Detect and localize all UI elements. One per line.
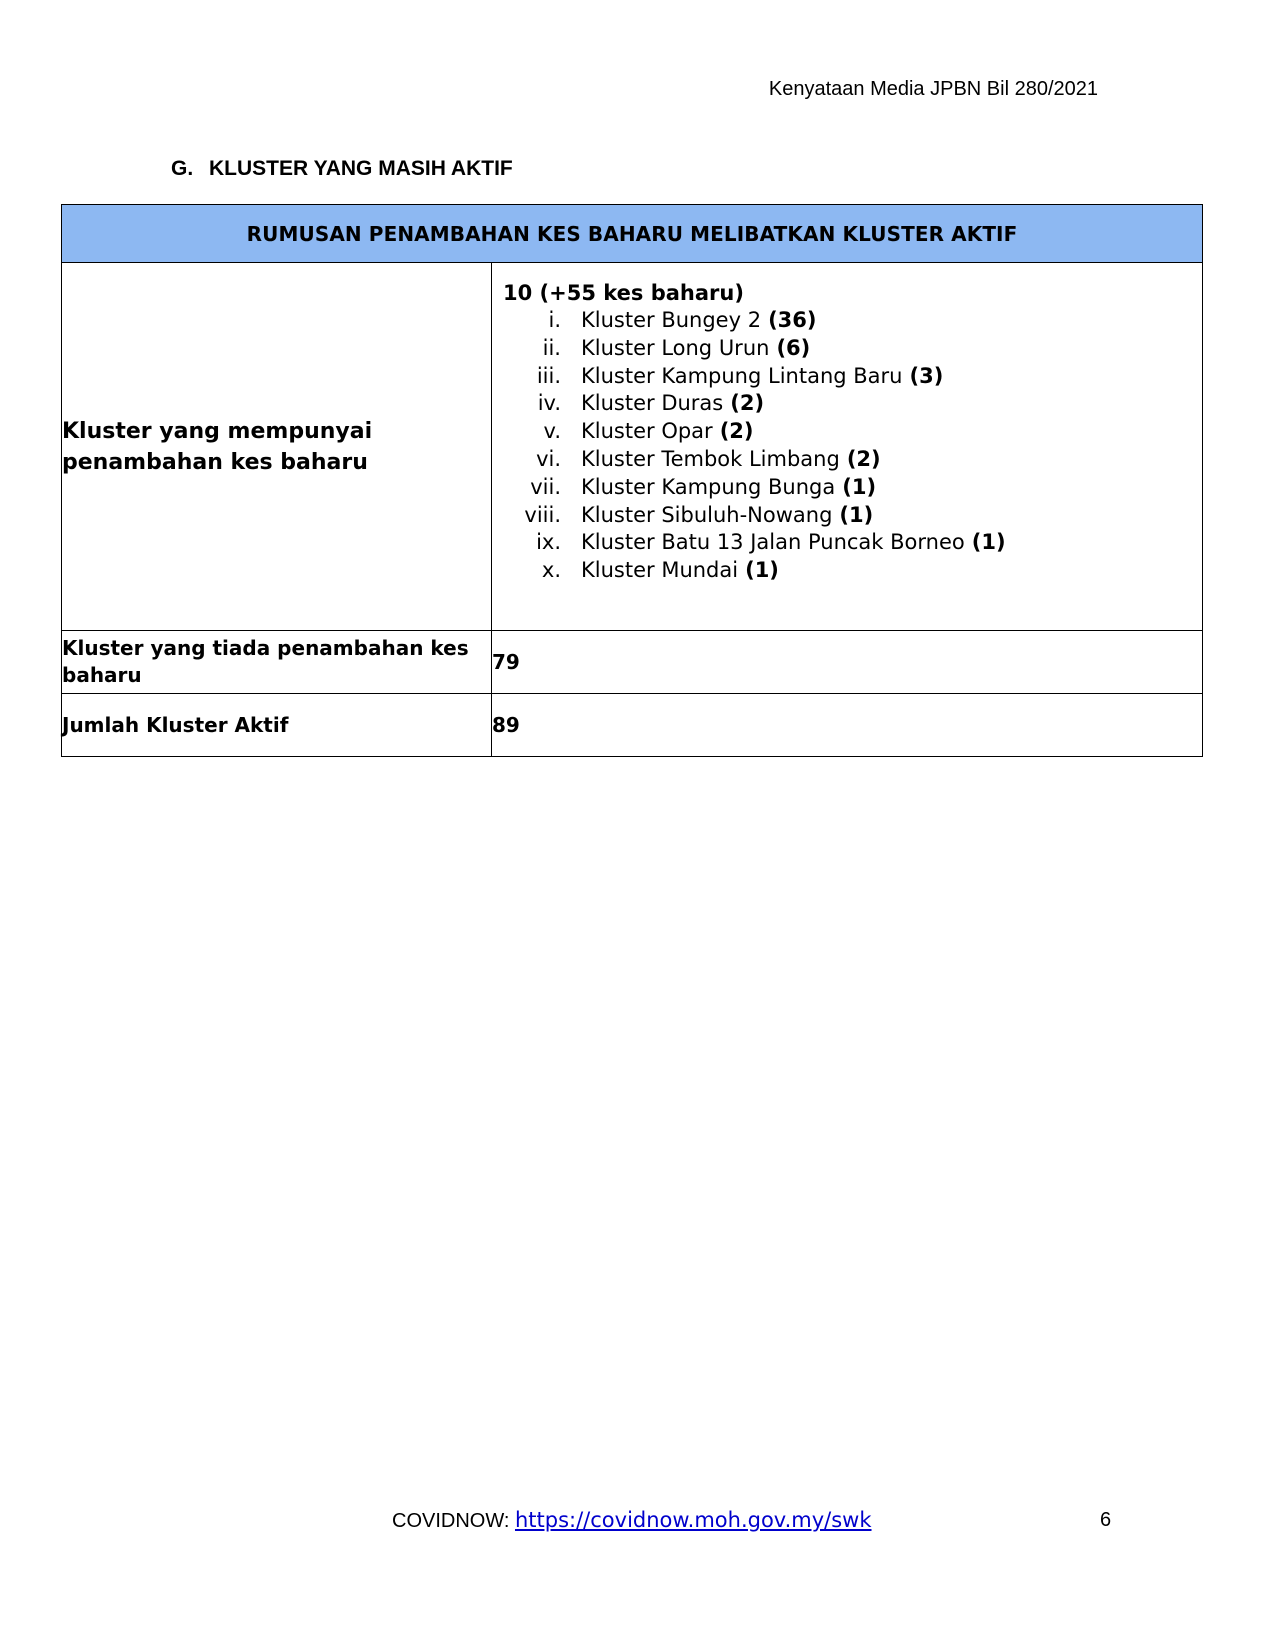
- row-label-without-new-cases: Kluster yang tiada penambahan kes baharu: [62, 631, 492, 694]
- list-item-numeral: vii.: [530, 474, 561, 499]
- cluster-name: Kluster Tembok Limbang: [581, 446, 840, 471]
- active-cluster-summary-table: [61, 204, 1203, 757]
- list-item-numeral: viii.: [524, 502, 561, 527]
- cluster-case-count: (2): [846, 446, 881, 471]
- cluster-case-count: (1): [745, 558, 779, 583]
- list-item: [503, 307, 1191, 335]
- footer-prefix: COVIDNOW:: [392, 1510, 510, 1532]
- table-header-row: [62, 205, 1203, 263]
- cluster-name: Kluster Duras: [581, 391, 724, 416]
- cluster-name: Kluster Kampung Bunga: [581, 474, 836, 499]
- covidnow-link[interactable]: https://covidnow.moh.gov.my/swk: [514, 1508, 872, 1532]
- list-item-numeral: v.: [543, 419, 561, 444]
- table-row-without-new-cases: [62, 631, 1203, 694]
- list-item: [503, 557, 1191, 585]
- list-item-numeral: ii.: [542, 335, 561, 360]
- row-value-with-new-cases: [492, 263, 1203, 631]
- cluster-list: [503, 307, 1191, 585]
- new-cases-summary: 10 (+55 kes baharu): [503, 281, 744, 305]
- list-item: [503, 529, 1191, 557]
- list-item-numeral: x.: [541, 558, 561, 583]
- cluster-case-count: (1): [839, 502, 874, 527]
- cluster-case-count: (1): [971, 530, 1006, 555]
- cluster-case-count: (36): [768, 308, 817, 332]
- cluster-name: Kluster Long Urun: [581, 335, 770, 360]
- list-item-numeral: i.: [548, 308, 561, 332]
- footer: [392, 1508, 872, 1533]
- page-number: 6: [1100, 1509, 1112, 1531]
- cluster-name: Kluster Batu 13 Jalan Puncak Borneo: [581, 530, 965, 555]
- table-row-total: [62, 694, 1203, 757]
- list-item: [503, 502, 1191, 530]
- row-value-total: 89: [492, 694, 1203, 757]
- cluster-case-count: (2): [719, 419, 754, 444]
- section-title: KLUSTER YANG MASIH AKTIF: [209, 157, 513, 180]
- row-label-total: Jumlah Kluster Aktif: [62, 694, 492, 757]
- cluster-case-count: (6): [776, 335, 811, 360]
- cluster-case-count: (3): [909, 363, 944, 388]
- cluster-case-count: (1): [842, 474, 877, 499]
- list-item: [503, 474, 1191, 502]
- cluster-name: Kluster Opar: [581, 419, 713, 444]
- section-heading: [171, 156, 513, 182]
- list-item: [503, 335, 1191, 363]
- list-item-numeral: vi.: [536, 446, 561, 471]
- cluster-name: Kluster Sibuluh-Nowang: [581, 502, 833, 527]
- list-item: [503, 418, 1191, 446]
- list-item: [503, 446, 1191, 474]
- list-item-numeral: iv.: [537, 391, 561, 416]
- list-item: [503, 363, 1191, 391]
- cluster-name: Kluster Bungey 2: [581, 308, 762, 332]
- list-item-numeral: iii.: [536, 363, 561, 388]
- row-value-without-new-cases: 79: [492, 631, 1203, 694]
- list-item: [503, 390, 1191, 418]
- cluster-case-count: (2): [730, 391, 765, 416]
- cluster-name: Kluster Mundai: [581, 558, 739, 583]
- row-label-with-new-cases: Kluster yang mempunyai penambahan kes baharu: [62, 263, 492, 631]
- document-reference: Kenyataan Media JPBN Bil 280/2021: [768, 78, 1098, 100]
- cluster-name: Kluster Kampung Lintang Baru: [581, 363, 903, 388]
- list-item-numeral: ix.: [536, 530, 561, 555]
- table-title: RUMUSAN PENAMBAHAN KES BAHARU MELIBATKAN KLUSTER AKTIF: [62, 205, 1203, 263]
- section-letter: G.: [171, 157, 194, 180]
- table-row-with-new-cases: [62, 263, 1203, 631]
